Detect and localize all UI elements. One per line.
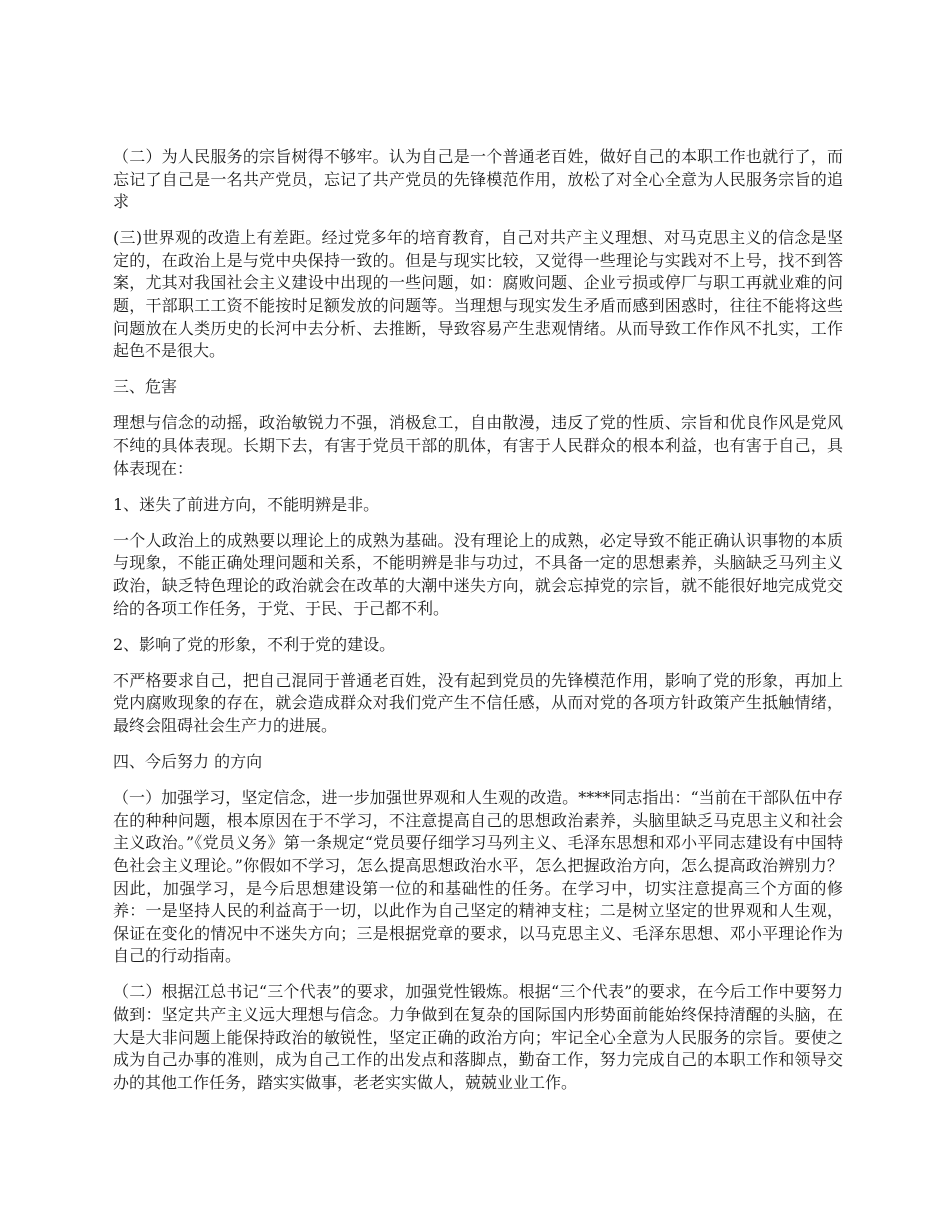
subheading-party-image: 2、影响了党的形象，不利于党的建设。 — [113, 634, 396, 654]
paragraph-purpose-of-service: （二）为人民服务的宗旨树得不够牢。认为自己是一个普通老百姓，做好自己的本职工作也就行了，而忘记了自己是一名共产党员，忘记了共产党员的先锋模范作用，放松了对全心全意为人民服务宗旨的追求 — [113, 147, 843, 212]
paragraph-party-image: 不严格要求自己，把自己混同于普通老百姓，没有起到党员的先锋模范作用，影响了党的形象，再加上党内腐败现象的存在，就会造成群众对我们党产生不信任感，从而对党的各项方针政策产生抵触情绪，最终会阻碍社会生产力的进展。 — [113, 670, 843, 735]
paragraph-strengthen-study: （一）加强学习，坚定信念，进一步加强世界观和人生观的改造。****同志指出：“当前在干部队伍中存在的种种问题，根本原因在于不学习，不注意提高自己的思想政治素养，头脑里缺乏马克思主义和社会主义政治。”《党员义务》第一条规定“党员要仔细学习马列主义、毛泽东思想和邓小平同志建设有中国特色社会主义理论。”你假如不学习，怎么提高思想政治水平，怎么把握政治方向，怎么提高政治辨别力？因此，加强学习，是今后思想建设第一位的和基础性的任务。在学习中，切实注意提高三个方面的修养：一是坚持人民的利益高于一切，以此作为自己坚定的精神支柱；二是树立坚定的世界观和人生观，保证在变化的情况中不迷失方向；三是根据党章的要求，以马克思主义、毛泽东思想、邓小平理论作为自己的行动指南。 — [113, 788, 843, 966]
section-heading-future-direction: 四、今后努力 的方向 — [113, 752, 263, 772]
subheading-lost-direction: 1、迷失了前进方向，不能明辨是非。 — [113, 494, 380, 514]
section-heading-harm: 三、危害 — [113, 377, 178, 397]
paragraph-three-represents: （二）根据江总书记“三个代表”的要求，加强党性锻炼。根据“三个代表”的要求，在今后工作中要努力做到：坚定共产主义远大理想与信念。力争做到在复杂的国际国内形势面前能始终保持清醒的头脑，在大是大非问题上能保持政治的敏锐性，坚定正确的政治方向；牢记全心全意为人民服务的宗旨。要使之成为自己办事的准则，成为自己工作的出发点和落脚点，勤奋工作，努力完成自己的本职工作和领导交办的其他工作任务，踏实实做事，老老实实做人，兢兢业业工作。 — [113, 982, 843, 1092]
paragraph-worldview: (三)世界观的改造上有差距。经过党多年的培育教育，自己对共产主义理想、对马克思主义的信念是坚定的，在政治上是与党中央保持一致的。但是与现实比较，又觉得一些理论与实践对不上号，找不到答案，尤其对我国社会主义建设中出现的一些问题，如：腐败问题、企业亏损或停厂与职工再就业难的问题，干部职工工资不能按时足额发放的问题等。当理想与现实发生矛盾而感到困惑时，往往不能将这些问题放在人类历史的长河中去分析、去推断，导致容易产生悲观情绪。从而导致工作作风不扎实，工作起色不是很大。 — [113, 228, 843, 361]
paragraph-harm-intro: 理想与信念的动摇，政治敏锐力不强，消极怠工，自由散漫，违反了党的性质、宗旨和优良作风是党风不纯的具体表现。长期下去，有害于党员干部的肌体，有害于人民群众的根本利益，也有害于自己，具体表现在： — [113, 413, 843, 478]
document-page — [113, 146, 843, 1108]
paragraph-lost-direction: 一个人政治上的成熟要以理论上的成熟为基础。没有理论上的成熟，必定导致不能正确认识事物的本质与现象，不能正确处理问题和关系，不能明辨是非与功过，不具备一定的思想素养，头脑缺乏马列主义政治，缺乏特色理论的政治就会在改革的大潮中迷失方向，就会忘掉党的宗旨，就不能很好地完成党交给的各项工作任务，于党、于民、于己都不利。 — [113, 530, 843, 618]
